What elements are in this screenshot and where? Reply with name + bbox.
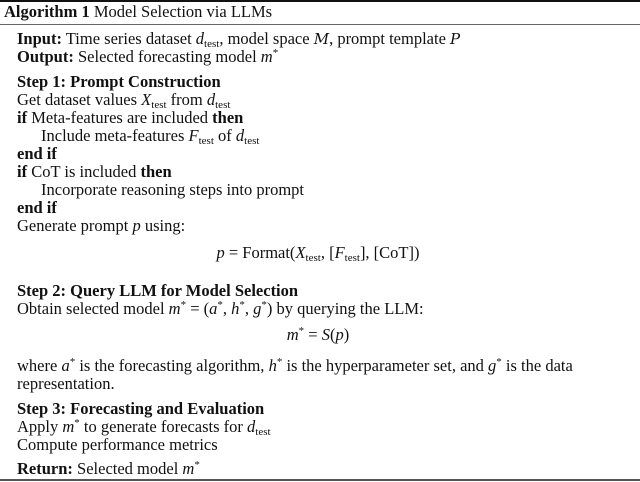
text: CoT is included: [31, 162, 137, 181]
var-m: m: [286, 325, 299, 344]
text: ], [CoT]): [359, 243, 420, 262]
text: using:: [144, 216, 186, 235]
var-h: h: [231, 299, 240, 318]
var-d: d: [195, 29, 205, 48]
input-text: , model space: [219, 29, 310, 48]
step1-incorporate: Incorporate reasoning steps into prompt: [41, 180, 305, 199]
output-line: [17, 48, 278, 66]
var-p: p: [335, 325, 344, 344]
return-label: Return:: [17, 459, 73, 478]
var-g: g: [488, 356, 497, 375]
text: is the hyperparameter set, and: [286, 356, 484, 375]
star: *: [261, 299, 267, 311]
text: , [: [320, 243, 335, 262]
sub-test: test: [151, 99, 167, 111]
bottom-rule: [0, 479, 640, 481]
return-text: Selected model: [77, 459, 179, 478]
format-equation: [0, 243, 638, 263]
text: Get dataset values: [17, 90, 138, 109]
output-text: Selected forecasting model: [77, 47, 257, 66]
star: *: [74, 417, 80, 429]
sub-test: test: [198, 135, 214, 147]
input-text: Time series dataset: [65, 29, 192, 48]
step3-apply: [17, 418, 271, 436]
var-S: S: [321, 325, 330, 344]
sub-test: test: [305, 252, 321, 264]
var-X: X: [141, 90, 152, 109]
step3-heading: Step 3: Forecasting and Evaluation: [17, 399, 265, 418]
star: *: [180, 299, 187, 311]
var-F: F: [188, 126, 199, 145]
text: from: [170, 90, 203, 109]
star: *: [239, 299, 245, 311]
step1-heading: Step 1: Prompt Construction: [17, 72, 221, 91]
output-label: Output:: [17, 47, 74, 66]
selection-equation: [0, 325, 638, 345]
sub-test: test: [255, 426, 271, 438]
sub-test: test: [244, 135, 260, 147]
step1-generate: [17, 217, 185, 235]
step1-end-if: end if: [17, 198, 57, 217]
text: by querying the LLM:: [276, 299, 424, 318]
model-space-symbol: M: [313, 30, 330, 48]
var-h: h: [268, 356, 277, 375]
var-F: F: [334, 243, 345, 262]
step3-compute: Compute performance metrics: [17, 435, 218, 454]
prompt-template-symbol: P: [450, 30, 461, 48]
var-d: d: [206, 90, 216, 109]
step2-obtain: [17, 300, 424, 318]
var-m: m: [260, 47, 273, 66]
text: ): [343, 325, 350, 344]
text: where: [17, 356, 58, 375]
return-line: [17, 460, 200, 478]
var-m: m: [182, 459, 195, 478]
step2-where-cont: representation.: [17, 374, 115, 393]
star: *: [217, 299, 223, 311]
step2-where: [17, 357, 573, 375]
text: = Format(: [224, 243, 296, 262]
step2-heading: Step 2: Query LLM for Model Selection: [17, 281, 299, 300]
var-d: d: [235, 126, 245, 145]
star: *: [298, 325, 305, 337]
var-p: p: [132, 216, 141, 235]
star: *: [194, 459, 200, 471]
caption-rule: [0, 24, 640, 25]
sub-test: test: [204, 38, 220, 50]
text: Generate prompt: [17, 216, 129, 235]
text: is the data: [505, 356, 573, 375]
var-a: a: [209, 299, 218, 318]
text: ,: [244, 299, 254, 318]
keyword-if: if: [17, 162, 28, 181]
star: *: [272, 47, 279, 59]
step1-if-cot: [17, 163, 172, 181]
star: *: [496, 356, 502, 368]
keyword-then: then: [140, 162, 172, 181]
text: ): [266, 299, 273, 318]
text: Meta-features are included: [31, 108, 209, 127]
var-p: p: [216, 243, 225, 262]
var-m: m: [62, 417, 75, 436]
step1-include-meta: [41, 127, 259, 145]
text: = (: [186, 299, 210, 318]
keyword-then: then: [212, 108, 244, 127]
algorithm-label: Algorithm 1: [4, 2, 90, 21]
text: (: [329, 325, 336, 344]
sub-test: test: [344, 252, 360, 264]
text: is the forecasting algorithm,: [79, 356, 265, 375]
var-X: X: [295, 243, 306, 262]
sub-test: test: [215, 99, 231, 111]
text: ,: [222, 299, 232, 318]
text: of: [218, 126, 232, 145]
keyword-if: if: [17, 108, 28, 127]
text: Apply: [17, 417, 59, 436]
text: to generate forecasts for: [83, 417, 243, 436]
star: *: [276, 356, 283, 368]
algorithm-caption: [4, 3, 272, 21]
input-label: Input:: [17, 29, 62, 48]
text: Include meta-features: [41, 126, 185, 145]
var-g: g: [253, 299, 262, 318]
var-m: m: [168, 299, 181, 318]
algorithm-title: Model Selection via LLMs: [93, 2, 273, 21]
var-d: d: [247, 417, 256, 436]
var-a: a: [61, 356, 70, 375]
star: *: [69, 356, 76, 368]
step1-get-values: [17, 91, 230, 109]
step1-if-meta: [17, 109, 243, 127]
text: Obtain selected model: [17, 299, 165, 318]
input-text: , prompt template: [329, 29, 446, 48]
step1-end-if: end if: [17, 144, 57, 163]
text: =: [304, 325, 322, 344]
input-line: [17, 30, 460, 48]
